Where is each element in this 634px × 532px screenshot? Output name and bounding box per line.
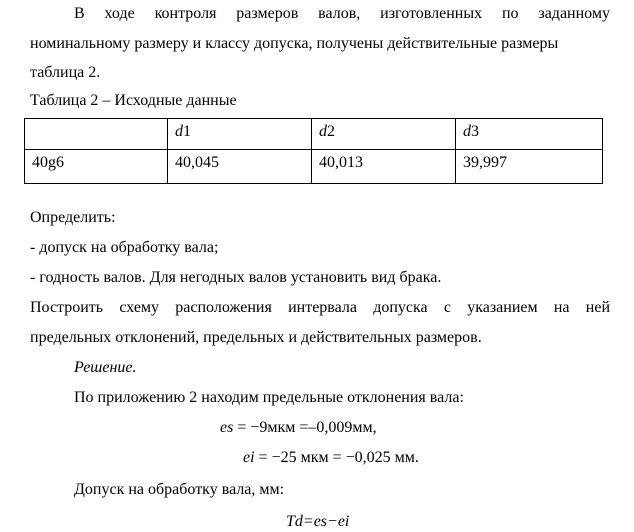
task-line-4: предельных отклонений, предельных и действительных размеров. xyxy=(30,329,482,346)
table-header-cell xyxy=(25,119,168,150)
table-cell: 40g6 xyxy=(25,150,168,184)
table-row xyxy=(25,150,603,184)
table-header-cell: d1 xyxy=(168,119,312,150)
solution-heading: Решение. xyxy=(74,359,137,376)
solution-line-1: По приложению 2 находим предельные отклонения вала: xyxy=(74,389,464,406)
data-table xyxy=(24,118,603,184)
intro-line-2: номинальному размеру и классу допуска, получены действительные размеры xyxy=(30,35,559,52)
table-header-row xyxy=(25,119,603,150)
table-header-cell: d2 xyxy=(312,119,456,150)
table-cell: 40,045 xyxy=(168,150,312,184)
table-header-cell: d3 xyxy=(456,119,603,150)
intro-line-1: В ходе контроля размеров валов, изготовленных по заданному xyxy=(74,5,610,22)
solution-line-2: Допуск на обработку вала, мм: xyxy=(74,481,285,498)
table-cell: 39,997 xyxy=(456,150,603,184)
task-item-2: - годность валов. Для негодных валов установить вид брака. xyxy=(30,269,442,286)
task-line-3: Построить схему расположения интервала допуска с указанием на ней xyxy=(30,299,610,316)
intro-line-3: таблица 2. xyxy=(30,64,101,81)
table-caption: Таблица 2 – Исходные данные xyxy=(30,92,237,109)
task-heading: Определить: xyxy=(30,209,116,226)
formula-es: es = −9мкм =–0,009мм, xyxy=(220,419,377,436)
formula-td: Td=es−ei xyxy=(286,513,350,530)
table-cell: 40,013 xyxy=(312,150,456,184)
formula-ei: ei = −25 мкм = −0,025 мм. xyxy=(243,449,419,466)
task-item-1: - допуск на обработку вала; xyxy=(30,239,219,256)
